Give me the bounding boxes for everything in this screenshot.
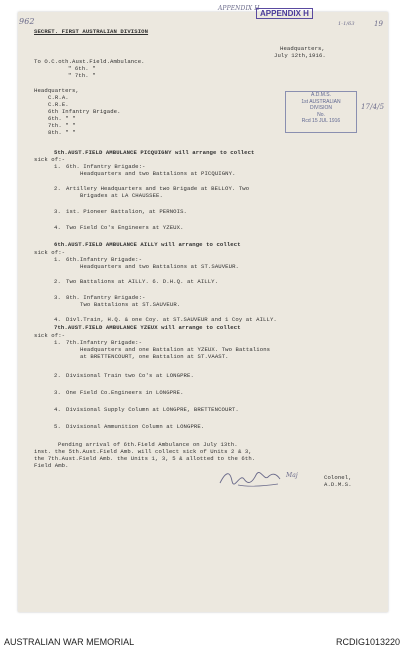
section1-sick-of: sick of:- <box>34 156 66 163</box>
s1-item-line: 6th. Infantry Brigade:- <box>66 163 146 170</box>
s1-item-line: Two Field Co's Engineers at YZEUX. <box>66 224 184 231</box>
s3-item-line: One Field Co.Engineers in LONGPRE. <box>66 389 184 396</box>
s1-item-num: 2. <box>54 185 61 192</box>
s2-item-line: Two Battalions at AILLY. 6. D.H.Q. at AILLY. <box>66 278 219 285</box>
closing-line: Field Amb. <box>34 462 69 469</box>
s2-item-line: 8th. Infantry Brigade:- <box>66 294 146 301</box>
s3-item-num: 4. <box>54 406 61 413</box>
s3-item-line: Divisional Supply Column at LONGPRE, BRETTENCOURT. <box>66 406 239 413</box>
s3-item-num: 2. <box>54 372 61 379</box>
appendix-box: APPENDIX H <box>256 8 313 19</box>
signature-hand: Maj <box>286 472 298 479</box>
hq-line-1: Headquarters, <box>280 45 325 52</box>
section3-head: 7th.AUST.FIELD AMBULANCE YZEUX will arrange to collect <box>54 324 241 331</box>
cc-line: 6th Infantry Brigade. <box>48 108 121 115</box>
section2-head: 6th.AUST.FIELD AMBULANCE AILLY will arrange to collect <box>54 241 241 248</box>
s2-item-line: Headquarters and two Battalions at ST.SAUVEUR. <box>80 263 240 270</box>
s3-item-line: Headquarters and one Battalion at YZEUX. Two Battalions <box>80 346 271 353</box>
received-stamp <box>285 91 357 133</box>
s2-item-num: 1. <box>54 256 61 263</box>
s3-item-num: 5. <box>54 423 61 430</box>
s3-item-line: Divisional Ammunition Column at LONGPRE. <box>66 423 205 430</box>
signature-colonel: Colonel, <box>324 474 352 481</box>
cc-line: Headquarters, <box>34 87 79 94</box>
s3-item-num: 1. <box>54 339 61 346</box>
section3-sick-of: sick of:- <box>34 332 66 339</box>
closing-line: the 7th.Aust.Field Amb. the Units 1, 3, 5 & allotted to the 6th. <box>34 455 256 462</box>
cc-line: 6th. " " <box>48 115 76 122</box>
stamp-line: DIVISION <box>310 105 332 111</box>
s2-item-line: 6th.Infantry Brigade:- <box>66 256 143 263</box>
hq-date: July 12th,1916. <box>274 52 326 59</box>
stamp-line: A.D.M.S. <box>310 92 331 98</box>
stamp-line: Rcd 15 JUL 1916 <box>301 118 341 124</box>
section1-head: 5th.AUST.FIELD AMBULANCE PICQUIGNY will arrange to collect <box>54 149 255 156</box>
s1-item-line: Brigades at LA CHAUSSEE. <box>80 192 163 199</box>
side-mark: 17/4/5 <box>361 103 385 111</box>
closing-line: inst. the 5th.Aust.Field Amb. will collect sick of Units 2 & 3, <box>34 448 252 455</box>
section2-sick-of: sick of:- <box>34 249 66 256</box>
s3-item-num: 3. <box>54 389 61 396</box>
stamp-line: 1st AUSTRALIAN <box>301 98 341 105</box>
cc-line: 8th. " " <box>48 129 76 136</box>
s1-item-num: 4. <box>54 224 61 231</box>
cc-line: 7th. " " <box>48 122 76 129</box>
s2-item-num: 4. <box>54 316 61 323</box>
to-line: To O.C.oth.Aust.Field.Ambulance. <box>34 58 145 65</box>
s3-item-line: at BRETTENCOURT, one Battalion at ST.VAAST. <box>80 353 229 360</box>
cc-line: C.R.E. <box>48 101 69 108</box>
signature-title: A.D.M.S. <box>324 481 352 488</box>
to-line-3: " 7th. " <box>68 72 96 79</box>
closing-line: Pending arrival of 6th.Field Ambulance on July 13th. <box>58 441 238 448</box>
s2-item-line: Divl.Train, H.Q. & one Coy. at ST.SAUVEUR and 1 Coy at AILLY. <box>66 316 277 323</box>
s3-item-line: Divisional Train two Co's at LONGPRE. <box>66 372 194 379</box>
s1-item-num: 1. <box>54 163 61 170</box>
s2-item-num: 3. <box>54 294 61 301</box>
footer-archive-name: AUSTRALIAN WAR MEMORIAL <box>4 637 135 647</box>
document-page <box>18 5 388 612</box>
page-number: 19 <box>374 20 384 28</box>
s1-item-num: 3. <box>54 208 61 215</box>
to-line-2: " 6th. " <box>68 65 96 72</box>
s2-item-line: Two Battalions at ST.SAUVEUR. <box>80 301 181 308</box>
stamp-line: No. <box>317 111 325 118</box>
s1-item-line: Artillery Headquarters and two Brigade at BELLOY. Two <box>66 185 250 192</box>
s3-item-line: 7th.Infantry Brigade:- <box>66 339 143 346</box>
s1-item-line: Headquarters and two Battalions at PICQUIGNY. <box>80 170 236 177</box>
document-header: SECRET. FIRST AUSTRALIAN DIVISION <box>34 28 149 35</box>
corner-number: 962 <box>19 17 35 26</box>
footer-catalogue-id: RCDIG1013220 <box>335 637 400 647</box>
top-mark: 1-1/63 <box>338 21 355 27</box>
s1-item-line: 1st. Pioneer Battalion, at PERNOIS. <box>66 208 187 215</box>
cc-line: C.R.A. <box>48 94 69 101</box>
top-handwritten-appendix: APPENDIX H <box>218 5 260 12</box>
s2-item-num: 2. <box>54 278 61 285</box>
